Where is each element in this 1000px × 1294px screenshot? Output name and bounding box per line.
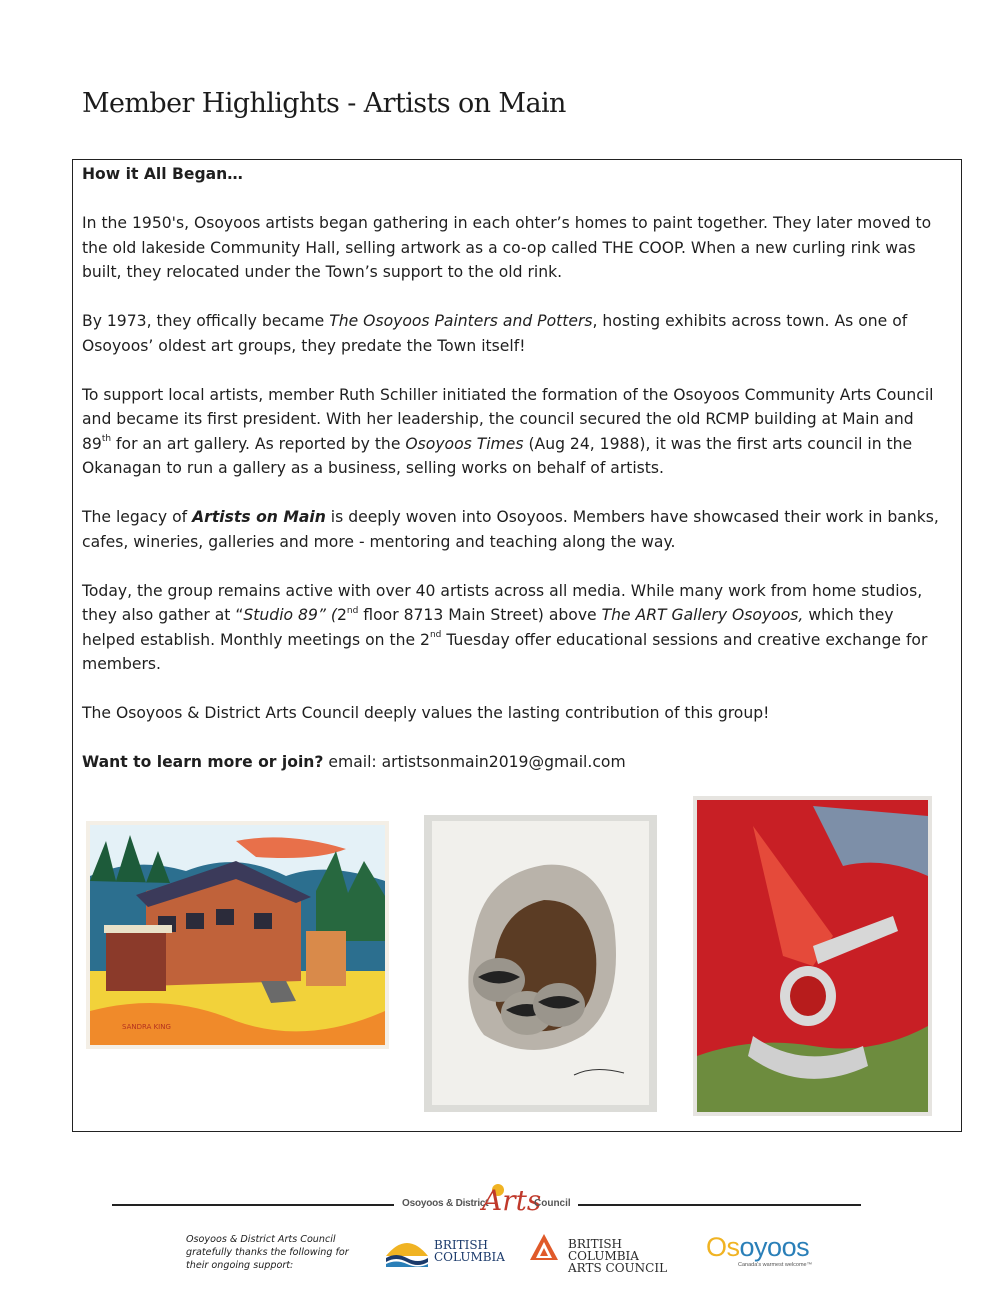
contact-email[interactable]: email: artistsonmain2019@gmail.com (323, 753, 626, 771)
page-title: Member Highlights - Artists on Main (82, 88, 566, 119)
bc-arts-council-logo (528, 1232, 693, 1275)
painting-classic-car-image (693, 796, 932, 1116)
tail-light-lens (790, 976, 826, 1016)
bc-sun-icon (384, 1234, 430, 1268)
painting-classic-car (693, 796, 932, 1116)
join-label: Want to learn more or join? (82, 753, 324, 771)
window (254, 913, 272, 929)
logo-suffix: Council (534, 1198, 571, 1209)
text-run: To support local artists, member Ruth Schiller initiated the formation of the Osoyoos Community Arts Council and became its first president. With her leadership, the council secured the old RCMP building at Main and 89 (82, 385, 934, 453)
logo-arts: Arts (482, 1184, 542, 1217)
paragraph-council (82, 383, 942, 481)
porch (106, 931, 166, 991)
text-run: floor 8713 Main Street) above (358, 606, 602, 624)
text-run: Tuesday offer educational sessions and creative exchange for members. (82, 630, 928, 673)
footer-rule-right (578, 1204, 861, 1206)
text-run: By 1973, they offically became (82, 312, 330, 330)
article-heading: How it All Began… (82, 165, 243, 183)
painting-raccoons (424, 815, 657, 1112)
text-run: 2 (337, 606, 347, 624)
text-run: Today, the group remains active with over 40 artists across all media. While many work from home studios, they also gather at “ (82, 581, 923, 624)
paragraph-1973 (82, 309, 942, 358)
sponsor-thanks: Osoyoos & District Arts Council gratefully thanks the following for their ongoing support: (186, 1234, 349, 1271)
window (186, 913, 204, 929)
text-run: , hosting exhibits across town. As one of Osoyoos’ oldest art groups, they predate the Town itself! (82, 312, 908, 355)
porch-roof (104, 925, 172, 933)
side-building (306, 931, 346, 986)
gallery-name: The ART Gallery Osoyoos, (601, 606, 804, 624)
bc-text (434, 1239, 505, 1263)
painting-signature: SANDRA KING (122, 1023, 171, 1031)
logo-prefix: Osoyoos & District (402, 1198, 489, 1209)
text-run: which they helped establish. Monthly meetings on the 2 (82, 606, 894, 649)
text-run: The legacy of (82, 508, 193, 526)
bc-line-1: BRITISH (434, 1238, 489, 1252)
painting-lodge (86, 821, 389, 1049)
painting-lodge-image (86, 821, 389, 1049)
text-run: (Aug 24, 1988), it was the first arts council in the Okanagan to run a gallery as a business, selling works on behalf of artists. (82, 434, 913, 477)
join-line (82, 750, 942, 775)
paragraph-legacy (82, 505, 942, 554)
superscript: nd (346, 605, 359, 616)
british-columbia-logo (384, 1234, 508, 1270)
newspaper-name: Osoyoos Times (405, 434, 524, 453)
bcac-line-2: ARTS COUNCIL (568, 1261, 668, 1275)
osoyoos-wordmark (706, 1232, 809, 1263)
artists-on-main: Artists on Main (192, 508, 326, 526)
bcac-text (568, 1238, 693, 1274)
text-run: for an art gallery. As reported by the (111, 434, 406, 453)
group-name: The Osoyoos Painters and Potters (329, 312, 593, 330)
arts-council-logo (398, 1184, 576, 1226)
osoyoos-logo (706, 1232, 822, 1268)
paragraph-thanks: The Osoyoos & District Arts Council deeply values the lasting contribution of this group! (82, 704, 770, 722)
paragraph-today (82, 579, 942, 677)
bcac-mark-icon (528, 1232, 560, 1262)
osoyoos-tagline: Canada's warmest welcome™ (738, 1262, 813, 1268)
superscript: th (101, 434, 112, 445)
footer-rule-left (112, 1204, 394, 1206)
painting-raccoons-image (424, 815, 657, 1112)
superscript: nd (429, 630, 442, 641)
wordmark-part: Os (706, 1232, 740, 1262)
text-run: is deeply woven into Osoyoos. Members have showcased their work in banks, cafes, wineries, galleries and more - mentoring and teaching along the way. (82, 508, 939, 551)
wordmark-part: yoos (754, 1232, 810, 1262)
bcac-line-1: BRITISH COLUMBIA (568, 1237, 639, 1263)
wordmark-part: o (739, 1232, 755, 1262)
paragraph-history: In the 1950's, Osoyoos artists began gathering in each ohter’s homes to paint together. They later moved to the old lakeside Community Hall, selling artwork as a co-op called THE COOP. When a new curling rink was built, they relocated under the Town’s support to the old rink. (82, 214, 932, 281)
window (216, 909, 234, 925)
article-body (82, 162, 942, 799)
bc-line-2: COLUMBIA (434, 1250, 505, 1264)
studio-name: Studio 89” ( (243, 606, 337, 624)
